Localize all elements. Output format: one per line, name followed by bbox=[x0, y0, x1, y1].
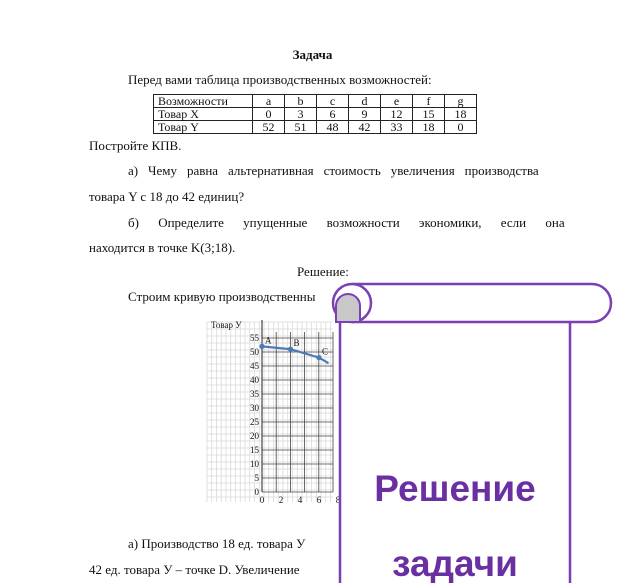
table-cell: 9 bbox=[349, 108, 381, 121]
task-text: Постройте КПВ. bbox=[89, 138, 182, 153]
banner-line1: Решение bbox=[374, 468, 536, 509]
table-cell: 48 bbox=[317, 121, 349, 134]
table-cell: 15 bbox=[413, 108, 445, 121]
chart-point bbox=[288, 347, 293, 352]
banner-line2: задачи bbox=[392, 543, 518, 583]
scroll-top-roll bbox=[352, 284, 611, 322]
x-tick-label: 8 bbox=[335, 495, 341, 505]
table-cell: 0 bbox=[445, 121, 477, 134]
solution-scroll-banner bbox=[330, 282, 615, 583]
y-tick-label: 30 bbox=[250, 403, 259, 413]
y-tick-label: 15 bbox=[250, 445, 259, 455]
table-row bbox=[154, 121, 477, 134]
chart-point-label: B bbox=[293, 338, 300, 349]
answer-line2: 42 ед. товара У – точке D. Увеличение bbox=[89, 562, 300, 577]
x-tick-label: 4 bbox=[297, 495, 303, 505]
table-cell: 0 bbox=[253, 108, 285, 121]
table-header-cell: c bbox=[317, 95, 349, 108]
table-header-cell: Возможности bbox=[154, 95, 253, 108]
table-cell: 51 bbox=[285, 121, 317, 134]
scroll-body bbox=[340, 302, 570, 583]
table-cell: 18 bbox=[445, 108, 477, 121]
table-cell: Товар Y bbox=[154, 121, 253, 134]
y-tick-label: 55 bbox=[250, 333, 259, 343]
doc-title: Задача bbox=[292, 47, 333, 62]
table-row bbox=[154, 108, 477, 121]
y-tick-label: 45 bbox=[250, 361, 259, 371]
table-header-row bbox=[154, 95, 477, 108]
intro-text: Перед вами таблица производственных возможностей: bbox=[128, 72, 432, 87]
y-tick-label: 5 bbox=[254, 473, 259, 483]
table-cell: Товар X bbox=[154, 108, 253, 121]
chart-x-ticks bbox=[260, 495, 341, 505]
table-cell: 33 bbox=[381, 121, 413, 134]
chart-y-label: Товар У bbox=[211, 320, 242, 330]
table-header-cell: e bbox=[381, 95, 413, 108]
table-cell: 12 bbox=[381, 108, 413, 121]
question-a-line1: а) Чему равна альтернативная стоимость увеличения производства bbox=[128, 163, 539, 178]
chart-point-label: C bbox=[322, 346, 329, 357]
y-tick-label: 20 bbox=[250, 431, 259, 441]
table-header-cell: a bbox=[253, 95, 285, 108]
chart-point-label: A bbox=[265, 335, 272, 346]
table-header-cell: f bbox=[413, 95, 445, 108]
y-tick-label: 35 bbox=[250, 389, 259, 399]
question-a-line2: товара Y с 18 до 42 единиц? bbox=[89, 189, 245, 204]
y-tick-label: 0 bbox=[254, 487, 259, 497]
solution-intro: Строим кривую производственны bbox=[128, 289, 316, 304]
table-cell: 3 bbox=[285, 108, 317, 121]
table-cell: 18 bbox=[413, 121, 445, 134]
y-tick-label: 10 bbox=[250, 459, 259, 469]
table-cell: 52 bbox=[253, 121, 285, 134]
x-tick-label: 2 bbox=[278, 495, 284, 505]
chart-point bbox=[316, 355, 321, 360]
table-header-cell: b bbox=[285, 95, 317, 108]
y-tick-label: 25 bbox=[250, 417, 259, 427]
question-b-line2: находится в точке K(3;18). bbox=[89, 240, 236, 255]
scroll-curl-shade bbox=[336, 294, 360, 322]
chart-point bbox=[259, 344, 264, 349]
table-header-cell: g bbox=[445, 95, 477, 108]
table-cell: 42 bbox=[349, 121, 381, 134]
ppf-table bbox=[153, 94, 477, 134]
question-b-line1: б) Определите упущенные возможности экономики, если она bbox=[128, 215, 565, 230]
solution-heading: Решение: bbox=[297, 264, 349, 279]
table-header-cell: d bbox=[349, 95, 381, 108]
x-tick-label: 6 bbox=[316, 495, 322, 505]
ppf-chart bbox=[205, 316, 341, 506]
y-tick-label: 50 bbox=[250, 347, 259, 357]
x-tick-label: 0 bbox=[259, 495, 265, 505]
table-cell: 6 bbox=[317, 108, 349, 121]
answer-line1: а) Производство 18 ед. товара У bbox=[128, 536, 306, 551]
y-tick-label: 40 bbox=[250, 375, 259, 385]
